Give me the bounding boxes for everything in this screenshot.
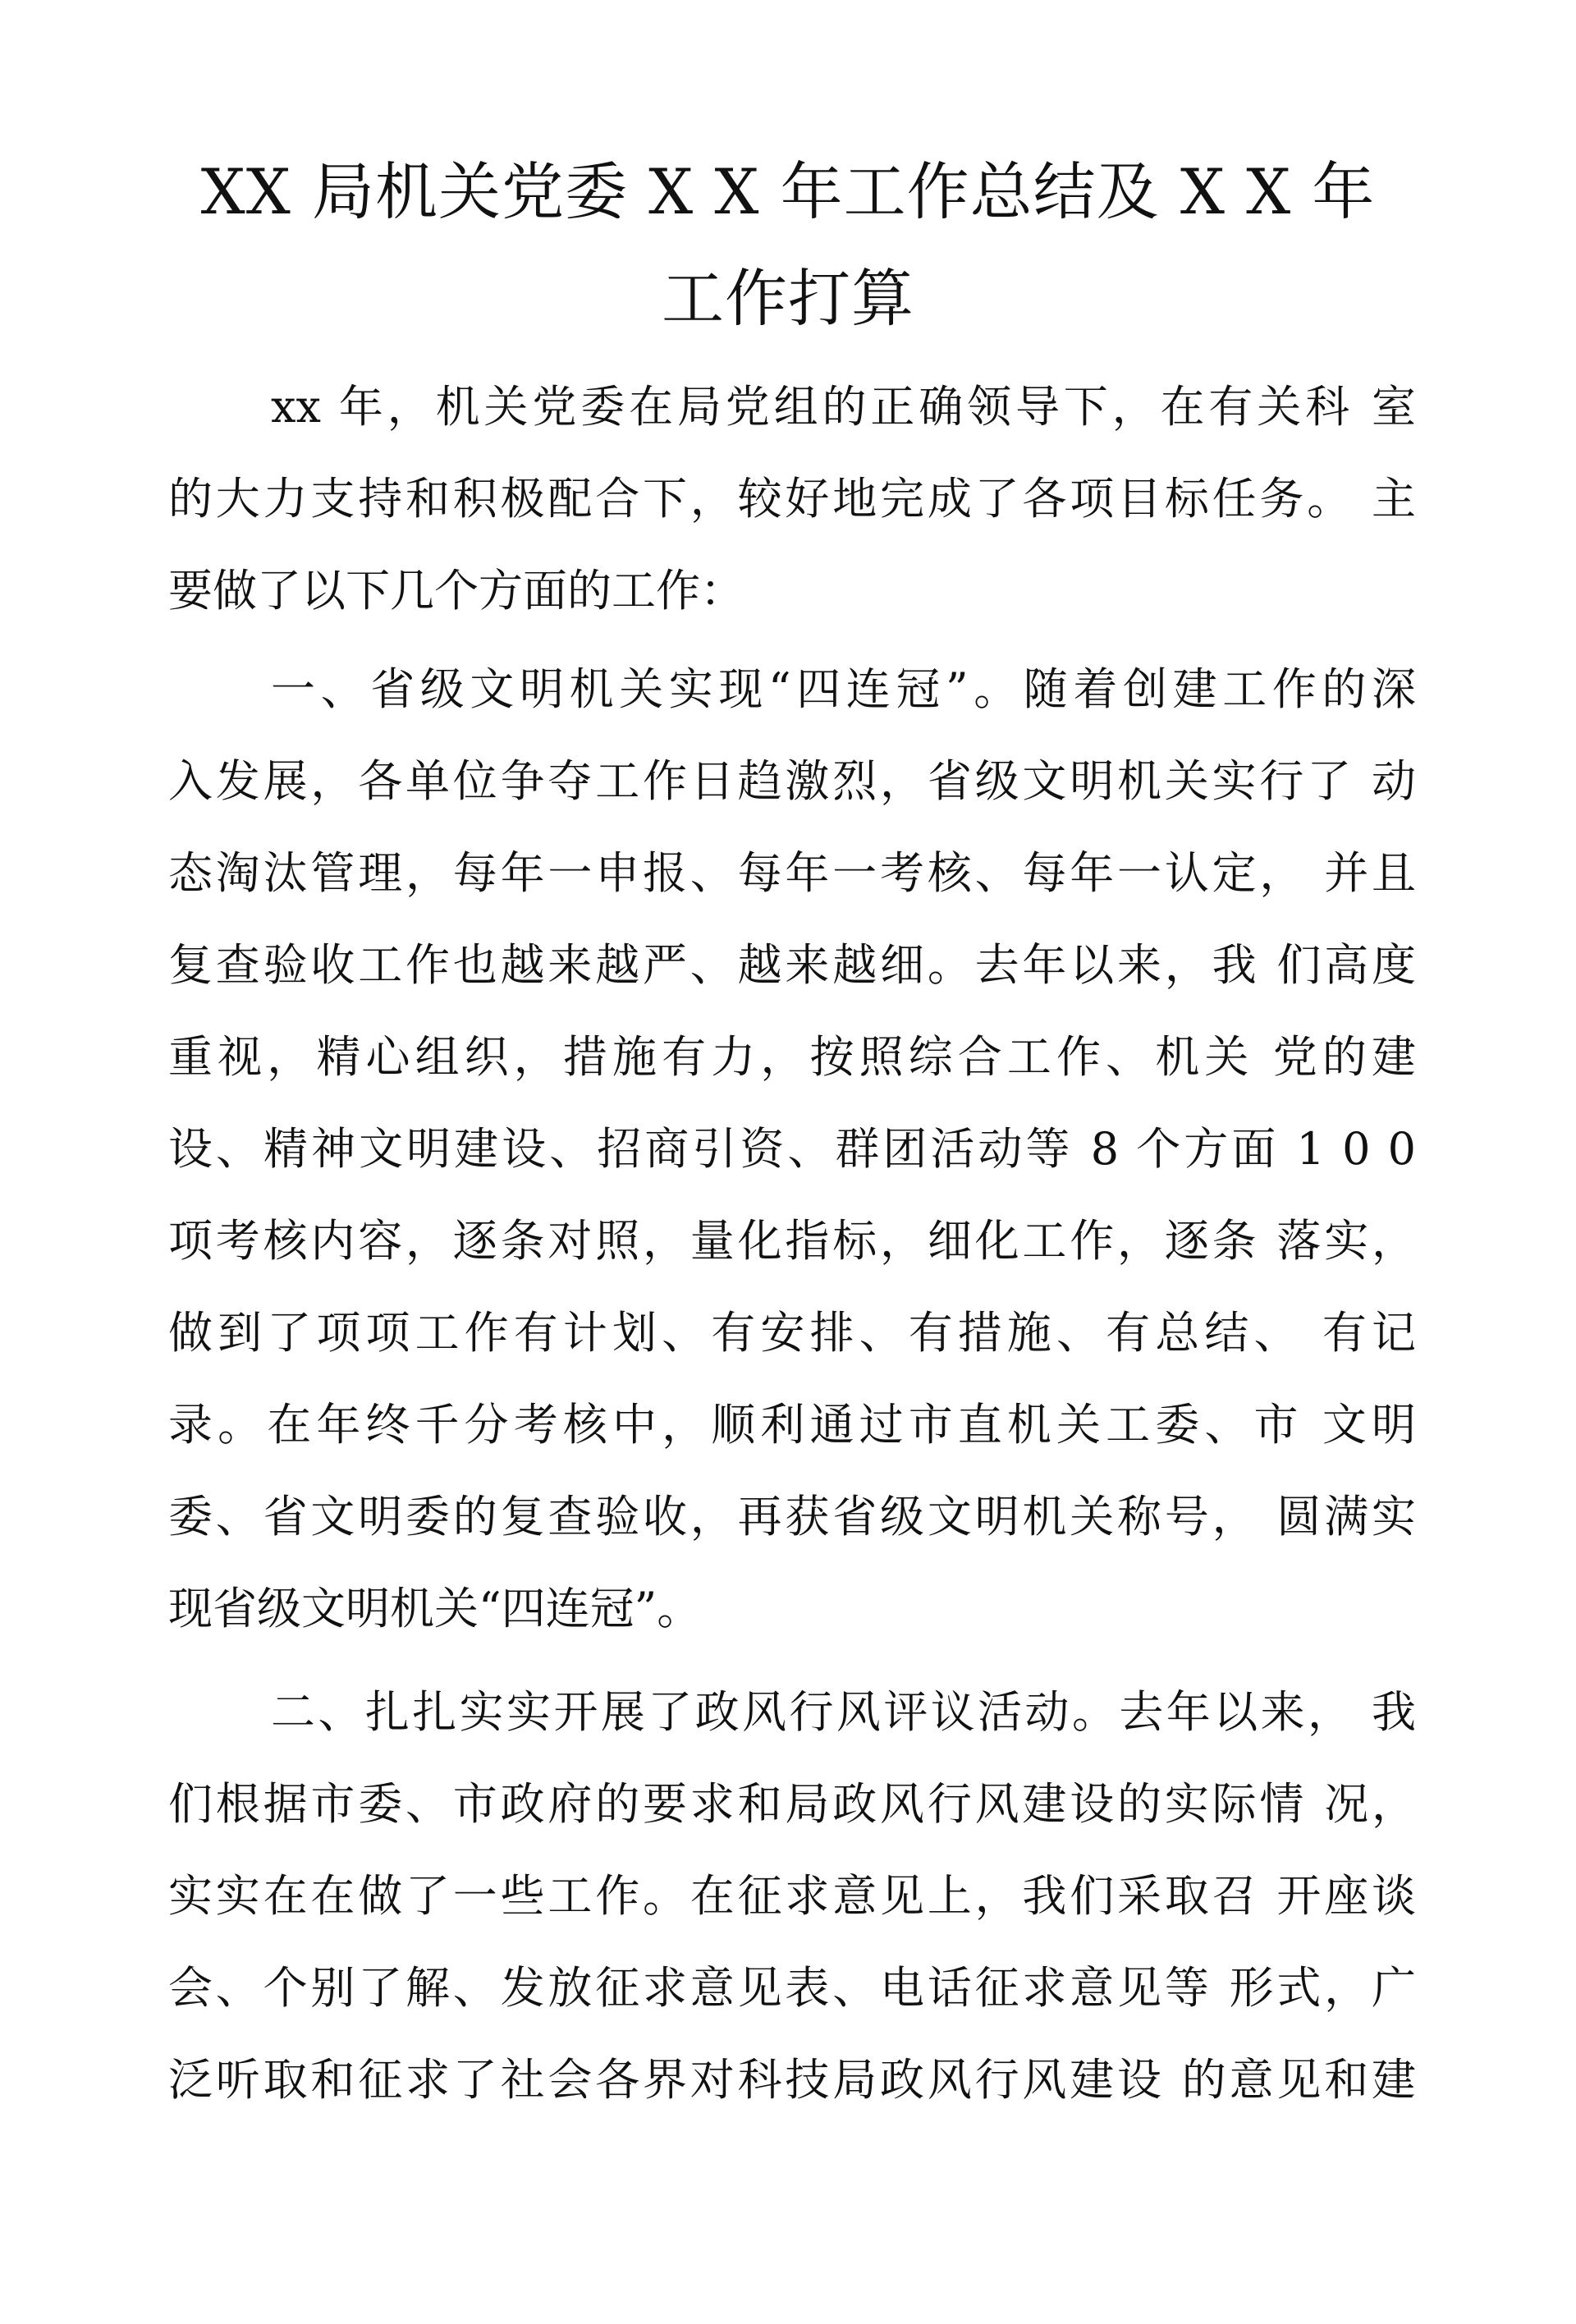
paragraph-2-line-1: 一、省级文明机关实现“四连冠”。随着创建工作的深 bbox=[271, 663, 1416, 715]
paragraph-3-line-5: 泛听取和征求了社会各界对科技局政风行风建设 的意见和建 bbox=[168, 2054, 1416, 2106]
paragraph-1-line-3: 要做了以下几个方面的工作： bbox=[168, 565, 744, 617]
paragraph-3-line-3: 实实在在做了一些工作。在征求意见上，我们采取召 开座谈 bbox=[168, 1870, 1416, 1922]
paragraph-2-line-9: 录。在年终千分考核中，顺利通过市直机关工委、市 文明 bbox=[168, 1399, 1416, 1451]
paragraph-2-line-8: 做到了项项工作有计划、有安排、有措施、有总结、 有记 bbox=[168, 1307, 1416, 1359]
paragraph-2-line-7: 项考核内容，逐条对照，量化指标，细化工作，逐条 落实， bbox=[168, 1215, 1416, 1267]
document-title-line-1: XX 局机关党委 X X 年工作总结及 X X 年 bbox=[200, 155, 1376, 228]
paragraph-3-line-1: 二、扎扎实实开展了政风行风评议活动。去年以来， 我 bbox=[271, 1686, 1416, 1738]
paragraph-2-line-6: 设、精神文明建设、招商引资、群团活动等 8 个方面 1 0 0 bbox=[168, 1123, 1416, 1175]
paragraph-2-line-4: 复查验收工作也越来越严、越来越细。去年以来，我 们高度 bbox=[168, 939, 1416, 991]
paragraph-2-line-11: 现省级文明机关“四连冠”。 bbox=[168, 1583, 702, 1634]
paragraph-3-line-2: 们根据市委、市政府的要求和局政风行风建设的实际情 况， bbox=[168, 1778, 1416, 1830]
paragraph-2-line-5: 重视，精心组织，措施有力，按照综合工作、机关 党的建 bbox=[168, 1031, 1416, 1083]
paragraph-2-line-2: 入发展，各单位争夺工作日趋激烈，省级文明机关实行了 动 bbox=[168, 755, 1416, 807]
paragraph-2-line-3: 态淘汰管理，每年一申报、每年一考核、每年一认定， 并且 bbox=[168, 847, 1416, 899]
paragraph-1-line-2: 的大力支持和积极配合下，较好地完成了各项目标任务。 主 bbox=[168, 473, 1416, 525]
paragraph-3-line-4: 会、个别了解、发放征求意见表、电话征求意见等 形式，广 bbox=[168, 1962, 1416, 2014]
paragraph-1-line-1: xx 年，机关党委在局党组的正确领导下，在有关科 室 bbox=[271, 381, 1416, 433]
paragraph-2-line-10: 委、省文明委的复查验收，再获省级文明机关称号， 圆满实 bbox=[168, 1491, 1416, 1542]
document-title-line-2: 工作打算 bbox=[662, 262, 914, 335]
